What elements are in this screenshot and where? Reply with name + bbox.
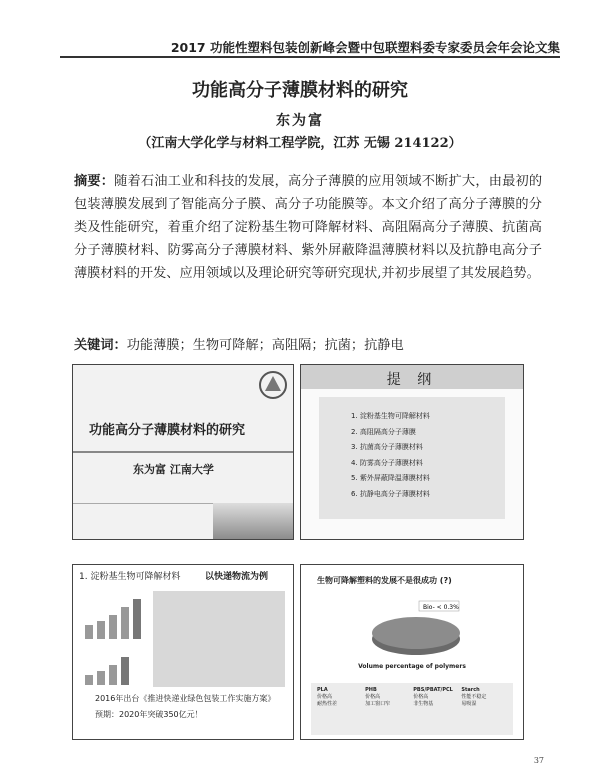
slide1-divider	[73, 451, 293, 453]
bar	[97, 671, 105, 685]
slide-outline	[300, 364, 524, 540]
abstract-label: 摘要：	[74, 174, 115, 189]
bar	[97, 621, 105, 639]
material-column: Starch 性能不稳定 易吸湿	[461, 687, 487, 707]
author: 东为富	[276, 113, 324, 129]
outline-item: 1. 淀粉基生物可降解材料	[351, 412, 430, 420]
abstract-text: 随着石油工业和科技的发展，高分子薄膜的应用领域不断扩大，由最初的包装薄膜发展到了智能高分子膜、高分子功能膜等。本文介绍了高分子薄膜的分类及性能研究，着重介绍了淀粉基生物可降解材料、高阻隔高分子薄膜、抗菌高分子薄膜材料、防雾高分子薄膜材料、紫外屏蔽降温薄膜材料以及抗静电高分子薄膜材料的开发、应用领域以及理论研究等研究现状,并初步展望了其发展趋势。	[74, 174, 543, 281]
page-number: 37	[533, 756, 544, 764]
slide4-material-grid	[311, 683, 513, 735]
slide1-building-image	[213, 503, 293, 540]
slide3-subtitle: 以快递物流为例	[205, 572, 269, 582]
bar	[133, 599, 141, 639]
material-column: PLA 价格高 耐热性差	[317, 687, 338, 707]
slide3-caption-2: 预期：2020年突破350亿元！	[95, 710, 203, 719]
abstract	[74, 170, 542, 285]
outline-item: 2. 高阻隔高分子薄膜	[351, 427, 416, 436]
outline-item: 5. 紫外屏蔽降温薄膜材料	[351, 474, 430, 482]
slide1-title: 功能高分子薄膜材料的研究	[89, 423, 246, 438]
bar	[109, 615, 117, 639]
slide-biodegradable	[300, 564, 524, 740]
material-column: PHB 价格高 加工窗口窄	[365, 687, 391, 707]
slide-title	[72, 364, 294, 540]
slide3-infographic	[153, 591, 285, 687]
slide4-pie-chart	[361, 593, 471, 663]
bar	[85, 675, 93, 685]
slide1-author: 东为富 江南大学	[133, 463, 214, 476]
keywords	[74, 334, 404, 353]
outline-item: 4. 防雾高分子薄膜材料	[351, 458, 423, 467]
slide3-bar-chart	[79, 595, 149, 689]
running-header: 2017 功能性塑料包装创新峰会暨中包联塑料委专家委员会年会论文集	[60, 38, 560, 58]
keywords-label: 关键词：	[74, 338, 127, 353]
slide4-volume-label: Volume percentage of polymers	[358, 663, 466, 670]
pie-label: Bio- < 0.3%	[423, 604, 459, 611]
slide3-caption-1: 2016年出台《推进快递业绿色包装工作实施方案》	[95, 694, 276, 703]
bar	[85, 625, 93, 639]
outline-item: 3. 抗菌高分子薄膜材料	[351, 443, 423, 451]
slide-starch-materials	[72, 564, 294, 740]
outline-list	[351, 409, 430, 502]
material-column: PBS/PBAT/PCL 价格高 非生物基	[413, 687, 453, 707]
paper-title: 功能高分子薄膜材料的研究	[192, 80, 408, 101]
affiliation: （江南大学化学与材料工程学院，江苏 无锡 214122）	[138, 136, 462, 151]
bar	[121, 657, 129, 685]
slide3-title: 1. 淀粉基生物可降解材料	[79, 572, 181, 582]
bar	[109, 665, 117, 685]
bar	[121, 607, 129, 639]
university-logo-icon	[259, 371, 287, 399]
keywords-text: 功能薄膜；生物可降解；高阻隔；抗菌；抗静电	[126, 338, 404, 353]
slide4-title: 生物可降解塑料的发展不是很成功 (?)	[317, 576, 452, 585]
outline-item: 6. 抗静电高分子薄膜材料	[351, 489, 430, 498]
outline-title: 提 纲	[386, 372, 438, 388]
